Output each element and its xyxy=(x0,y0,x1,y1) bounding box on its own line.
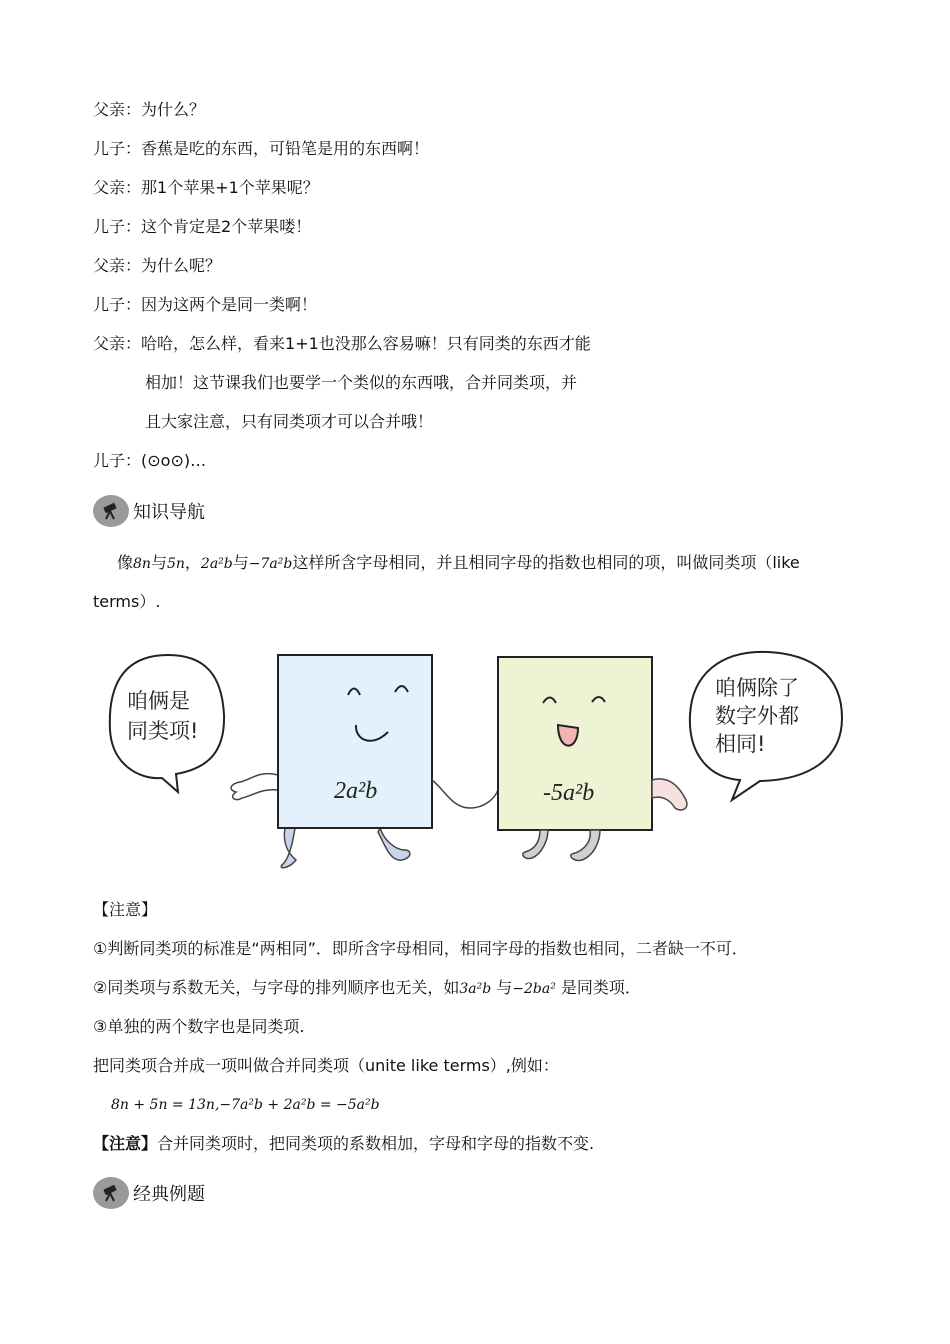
dialogue-line: 父亲：为什么呢？ xyxy=(93,256,222,275)
right-speech-bubble xyxy=(690,652,842,800)
definition-text: 像8n与5n，2a²b与−7a²b这样所含字母相同，并且相同字母的指数也相同的项，叫做同类项（like xyxy=(117,553,800,572)
left-bubble-line: 咱俩是 xyxy=(127,689,190,713)
left-speech-bubble xyxy=(110,655,224,792)
telescope-icon xyxy=(93,1177,129,1209)
section-title: 知识导航 xyxy=(133,502,205,523)
note-item-1: ①判断同类项的标准是“两相同”．即所含字母相同，相同字母的指数也相同，二者缺一不可． xyxy=(93,939,748,958)
note-merge: 【注意】合并同类项时，把同类项的系数相加，字母和字母的指数不变. xyxy=(93,1134,595,1153)
like-terms-cartoon xyxy=(100,640,860,880)
dialogue-line: 儿子：因为这两个是同一类啊！ xyxy=(93,295,318,314)
dialogue-line: 儿子：香蕉是吃的东西，可铅笔是用的东西啊！ xyxy=(93,139,430,158)
merge-definition: 把同类项合并成一项叫做合并同类项（unite like terms）,例如： xyxy=(93,1056,559,1075)
section-heading-nav xyxy=(93,494,205,528)
left-square-character xyxy=(278,655,432,828)
dialogue-continuation: 且大家注意，只有同类项才可以合并哦！ xyxy=(145,412,434,431)
dialogue-continuation: 相加！这节课我们也要学一个类似的东西哦，合并同类项，并 xyxy=(145,373,578,392)
section-title: 经典例题 xyxy=(133,1184,205,1205)
right-bubble-line: 数字外都 xyxy=(715,704,799,728)
left-term-label: 2a²b xyxy=(334,778,378,804)
dialogue-line: 儿子：这个肯定是2个苹果喽！ xyxy=(93,217,312,236)
telescope-icon xyxy=(93,495,129,527)
left-bubble-line: 同类项! xyxy=(127,719,199,743)
section-heading-examples xyxy=(93,1176,205,1210)
definition-text-end: terms）. xyxy=(93,592,161,611)
right-bubble-line: 相同! xyxy=(715,732,766,756)
right-bubble-line: 咱俩除了 xyxy=(715,676,799,700)
note-heading: 【注意】 xyxy=(93,900,158,919)
dialogue-line: 父亲：那1个苹果+1个苹果呢？ xyxy=(93,178,319,197)
note-item-3: ③单独的两个数字也是同类项. xyxy=(93,1017,305,1036)
merge-example: 8n + 5n = 13n,−7a²b + 2a²b = −5a²b xyxy=(111,1097,380,1113)
note-item-2: ②同类项与系数无关，与字母的排列顺序也无关，如3a²b 与−2ba² 是同类项． xyxy=(93,978,641,997)
dialogue-line: 儿子：(⊙o⊙)… xyxy=(93,451,207,470)
dialogue-line: 父亲：为什么？ xyxy=(93,100,206,119)
right-square-character xyxy=(498,657,652,830)
clasped-hands xyxy=(432,780,498,808)
dialogue-line: 父亲：哈哈，怎么样，看来1+1也没那么容易嘛！只有同类的东西才能 xyxy=(93,334,591,353)
right-term-label: -5a²b xyxy=(543,780,595,806)
